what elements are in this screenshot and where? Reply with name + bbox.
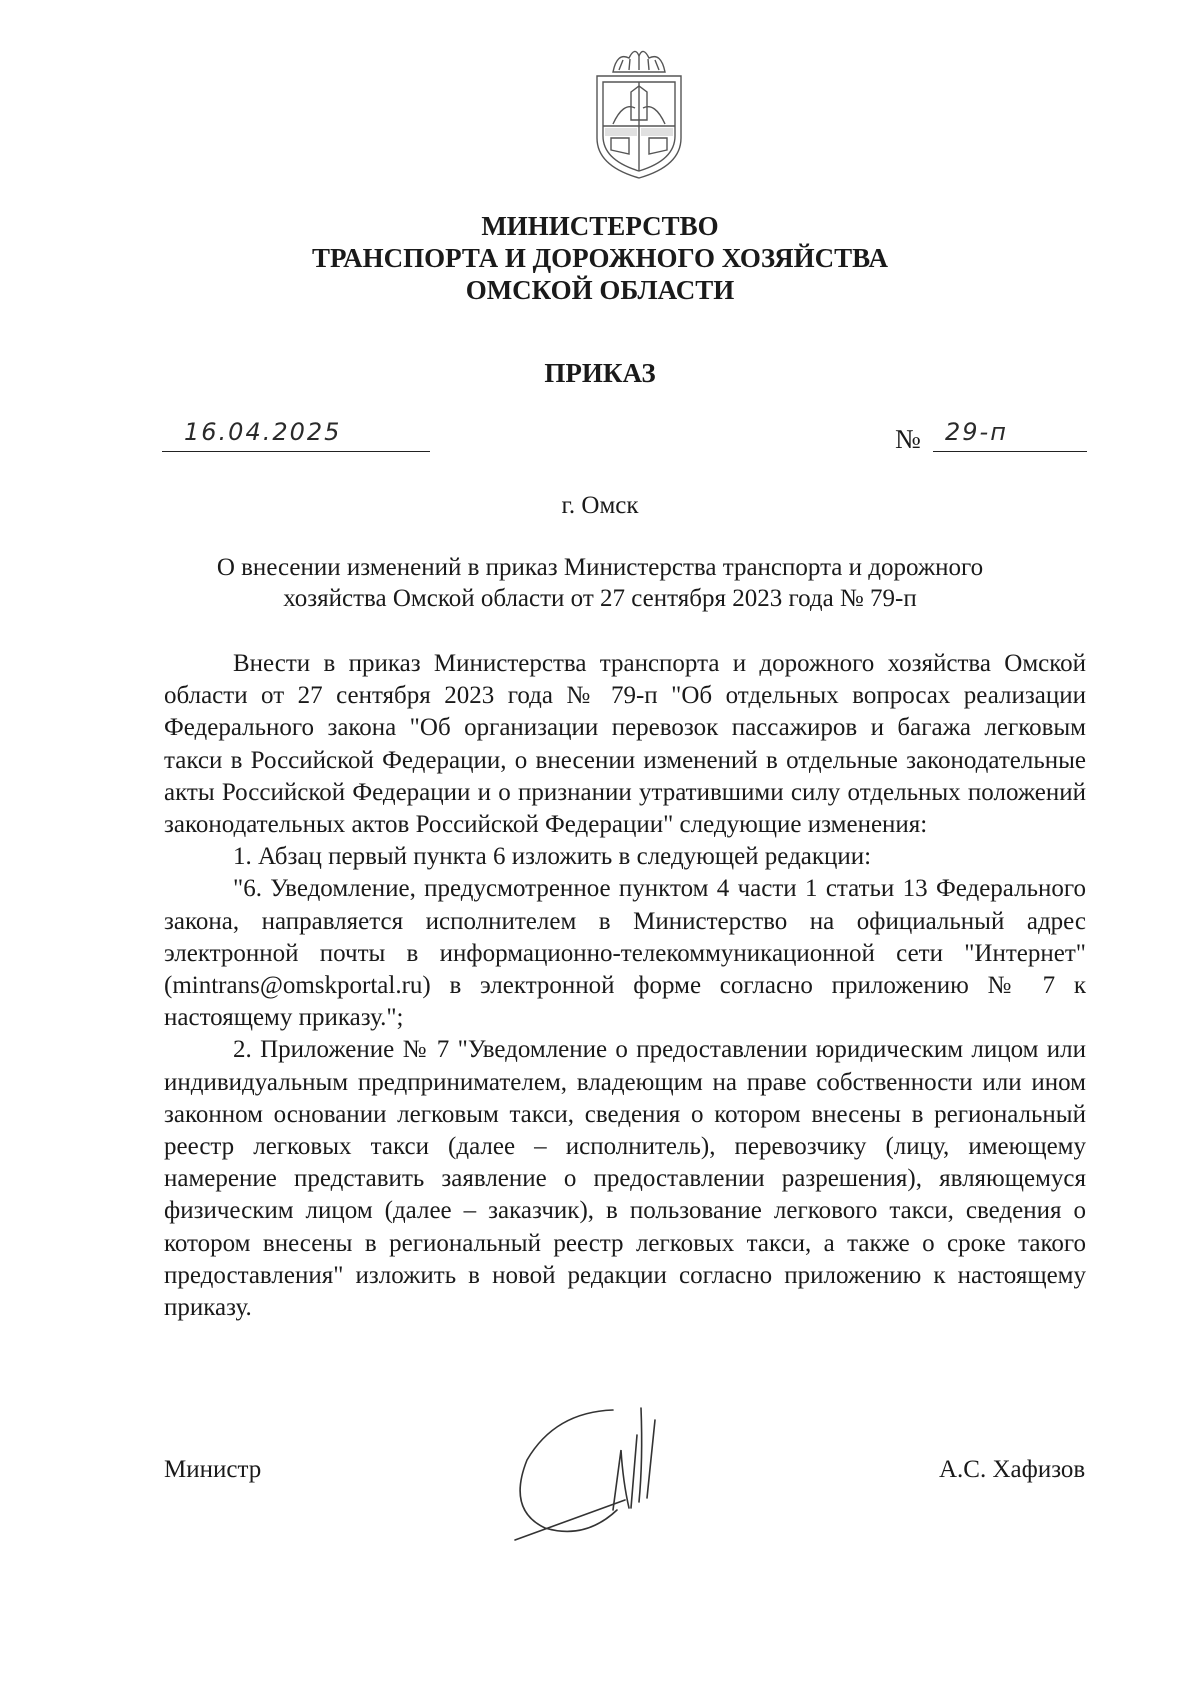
subject-line-2: хозяйства Омской области от 27 сентября 2023 года № 79-п xyxy=(283,585,917,612)
date-field xyxy=(162,418,430,458)
ministry-line-2: ТРАНСПОРТА И ДОРОЖНОГО ХОЗЯЙСТВА xyxy=(312,243,888,273)
handwritten-signature xyxy=(505,1390,685,1555)
ministry-line-1: МИНИСТЕРСТВО xyxy=(481,211,719,241)
ministry-line-3: ОМСКОЙ ОБЛАСТИ xyxy=(465,275,735,305)
date-underline xyxy=(162,451,430,452)
document-subject xyxy=(150,552,1050,614)
number-underline xyxy=(933,451,1087,452)
number-field xyxy=(895,418,1087,458)
signer-title: Министр xyxy=(164,1456,262,1483)
body-paragraph-4: 2. Приложение № 7 "Уведомление о предоставлении юридическим лицом или индивидуальным предпринимателем, владеющим на праве собственности или ином законном основании легковым такси, сведения о котором внесены в региональный реестр легковых такси (далее – исполнитель), перевозчику (лицу, имеющему намерение представить заявление о предоставлении разрешения), являющемуся физическим лицом (далее – заказчик), в пользование легкового такси, сведения о котором внесены в региональный реестр легковых такси, а также о сроке такого предоставления" изложить в новой редакции согласно приложению к настоящему приказу. xyxy=(164,1036,1086,1322)
body-paragraph-2: 1. Абзац первый пункта 6 изложить в следующей редакции: xyxy=(233,843,872,871)
signer-name: А.С. Хафизов xyxy=(939,1456,1086,1483)
city: г. Омск xyxy=(561,492,639,519)
ministry-header xyxy=(150,210,1050,306)
body-paragraph-3: "6. Уведомление, предусмотренное пунктом 4 части 1 статьи 13 Федерального закона, направляется исполнителем в Министерство на официальный адрес электронной почты в информационно-телекоммуникационной сети "Интернет" (mintrans@omskportal.ru) в электронной форме согласно приложению № 7 к настоящему приказу."; xyxy=(164,875,1086,1032)
handwritten-date: 16.04.2025 xyxy=(184,418,342,446)
handwritten-number: 29-п xyxy=(945,418,1008,446)
document-body xyxy=(164,648,1086,1324)
document-type: ПРИКАЗ xyxy=(544,358,656,388)
body-paragraph-1: Внести в приказ Министерства транспорта и дорожного хозяйства Омской области от 27 сентября 2023 года № 79-п "Об отдельных вопросах реализации Федерального закона "Об организации перевозок пассажиров и багажа легковым такси в Российской Федерации, о внесении изменений в отдельные законодательные акты Российской Федерации и о признании утратившими силу отдельных положений законодательных актов Российской Федерации" следующие изменения: xyxy=(164,650,1086,839)
coat-of-arms-icon xyxy=(583,42,695,182)
subject-line-1: О внесении изменений в приказ Министерства транспорта и дорожного xyxy=(216,554,984,581)
number-sign: № xyxy=(895,424,921,454)
